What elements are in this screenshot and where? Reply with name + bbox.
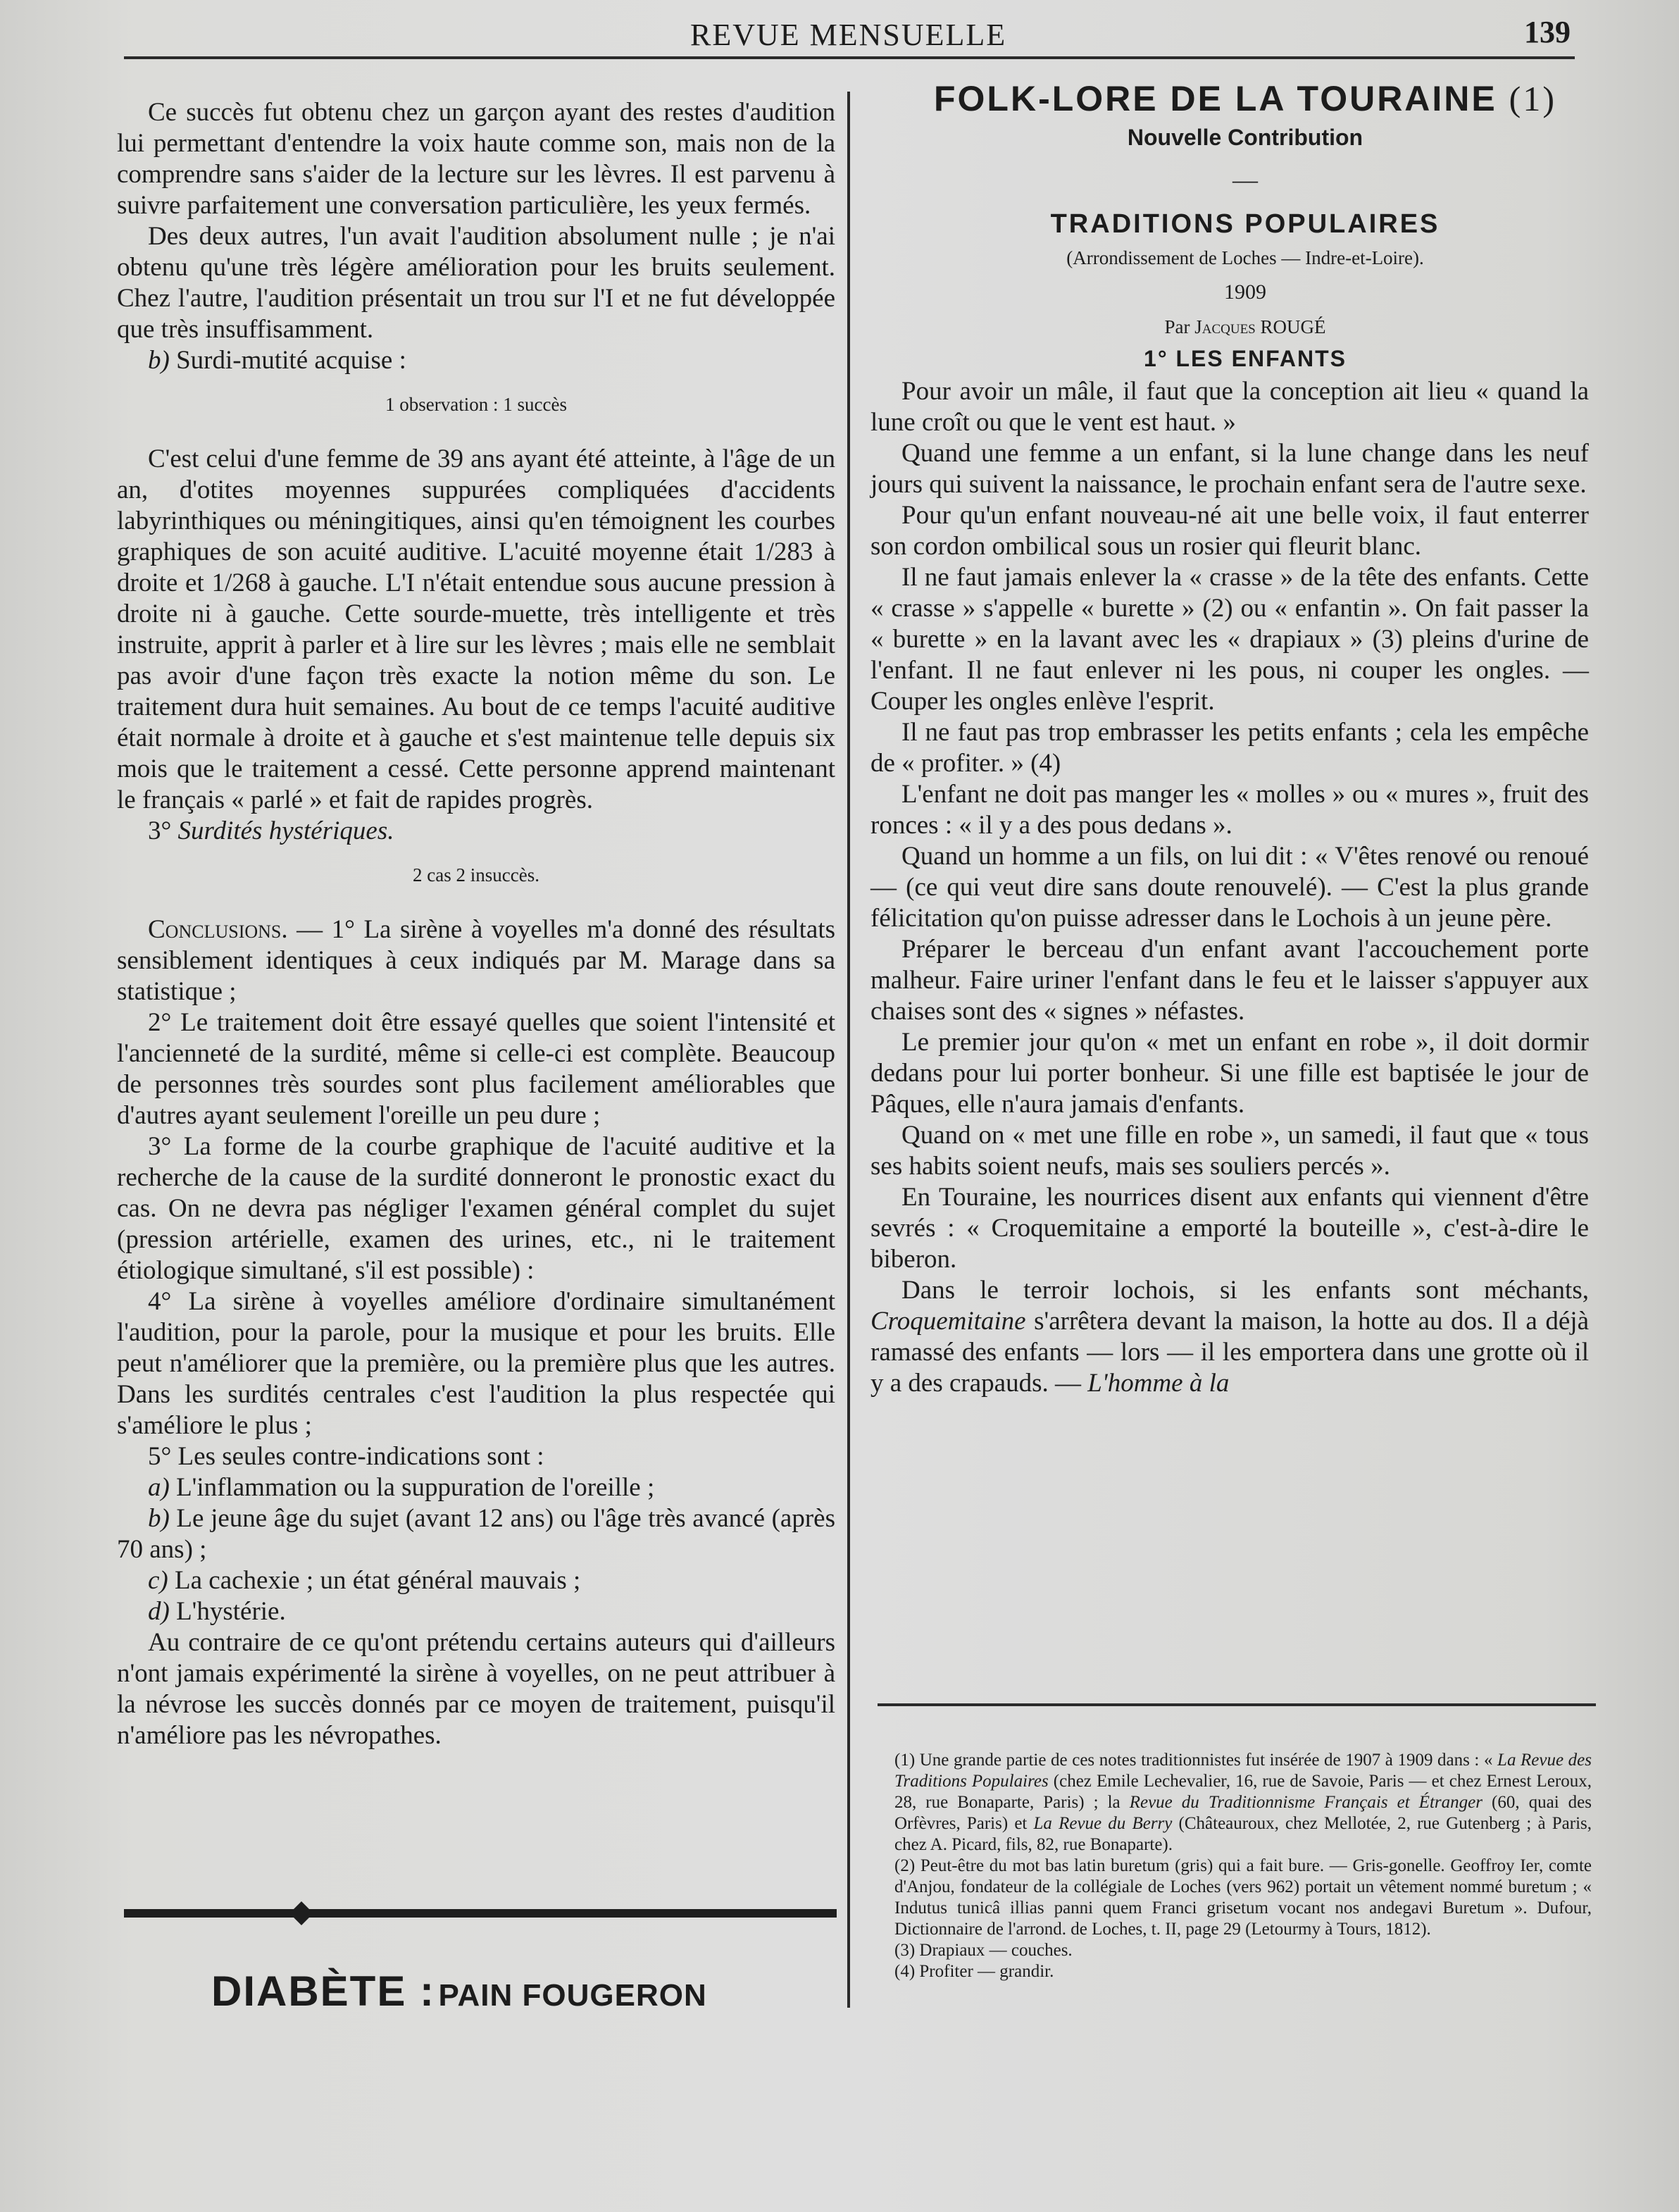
- byline-prefix: Par: [1164, 316, 1190, 337]
- text-run: (chez Emile Lechevalier, 16, rue de Savoie, Paris — et chez Ernest Leroux, 28, rue Bonaparte, Paris) ; la: [894, 1772, 1592, 1812]
- paragraph: Ce succès fut obtenu chez un garçon ayant des restes d'audition lui permettant d'entendre la voix haute comme son, mais non de la comprendre sans s'aider de la lecture sur les lèvres. Il est parvenu à suivre parfaitement une conversation particulière, les yeux fermés.: [117, 98, 835, 220]
- paragraph: Préparer le berceau d'un enfant avant l'accouchement porte malheur. Faire uriner l'enfant dans le feu et le laisser s'appuyer aux chaises sont des « signes » néfastes.: [870, 935, 1589, 1026]
- text-run: (1) Une grande partie de ces notes traditionnistes fut insérée de 1907 à 1909 dans : «: [894, 1751, 1498, 1770]
- item-number: 3°: [148, 816, 172, 845]
- page-number: 139: [1524, 15, 1571, 49]
- section-title: TRADITIONS POPULAIRES: [1050, 209, 1440, 239]
- article-subtitle: Nouvelle Contribution: [1127, 125, 1363, 150]
- paragraph: Il ne faut jamais enlever la « crasse » de la tête des enfants. Cette « crasse » s'appelle « burette » (2) ou « enfantin ». On fait passer la « burette » en la lavant avec les « drapiaux » (3) pleins d'urine de l'enfant. Il ne faut enlever ni les pous, ni couper les ongles. — Couper les ongles enlève l'esprit.: [870, 563, 1589, 716]
- paragraph: Des deux autres, l'un avait l'audition absolument nulle ; je n'ai obtenu qu'une très légère amélioration pour les bruits seulement. Chez l'autre, l'audition présentait un trou sur l'I et ne fut développée que très insuffisamment.: [117, 222, 835, 344]
- conclusions-label: Conclusions.: [148, 915, 288, 944]
- footnote-rule: [878, 1703, 1596, 1706]
- paragraph: Quand on « met une fille en robe », un samedi, il faut que « tous ses habits soient neufs, mais ses souliers percés ».: [870, 1121, 1589, 1181]
- item-label: d): [148, 1597, 170, 1626]
- paragraph: En Touraine, les nourrices disent aux enfants qui viennent d'être sevrés : « Croquemitaine a emporté la bouteille », c'est-à-dire le biberon.: [870, 1183, 1589, 1274]
- arrondissement-line: (Arrondissement de Loches — Indre-et-Loire).: [1066, 247, 1424, 268]
- text-run: Dans le terroir lochois, si les enfants sont méchants,: [901, 1276, 1589, 1305]
- text-run-italic: L'homme à la: [1087, 1369, 1230, 1398]
- item-label: a): [148, 1473, 170, 1502]
- separator-dash: —: [1232, 166, 1258, 194]
- paragraph: Le premier jour qu'on « met un enfant en robe », il doit dormir dedans pour lui porter bonheur. Si une fille est baptisée le jour de Pâques, elle n'aura jamais d'enfants.: [870, 1028, 1589, 1119]
- column-rule: [847, 92, 850, 2008]
- paragraph: Au contraire de ce qu'ont prétendu certains auteurs qui d'ailleurs n'ont jamais expérimenté la sirène à voyelles, on ne peut attribuer à la névrose les succès donnés par ce moyen de traitement, puisqu'il n'améliore pas les névropathes.: [117, 1628, 835, 1750]
- paragraph: Pour avoir un mâle, il faut que la conception ait lieu « quand la lune croît ou que le vent est haut. »: [870, 377, 1589, 437]
- paragraph: [117, 1565, 835, 1596]
- running-head: [106, 10, 1571, 52]
- paragraph: Quand une femme a un enfant, si la lune change dans les neuf jours qui suivent la naissance, le prochain enfant sera de l'autre sexe.: [870, 439, 1589, 499]
- byline: [870, 313, 1589, 341]
- ad-headline: DIABÈTE :: [211, 1968, 435, 2015]
- text-run-italic: La Revue du Berry: [1033, 1814, 1173, 1833]
- text-run-italic: Croquemitaine: [870, 1307, 1026, 1336]
- item-label: b): [148, 1504, 170, 1533]
- paragraph: 2° Le traitement doit être essayé quelles que soient l'intensité et l'ancienneté de la surdité, même si celle-ci est complète. Beaucoup de personnes très sourdes sont plus facilement améliorables que d'autres ayant seulement l'oreille un peu dure ;: [117, 1008, 835, 1130]
- footnotes: [894, 1750, 1592, 1982]
- paragraph: [117, 1503, 835, 1565]
- paragraph: [117, 345, 835, 376]
- paragraph: L'enfant ne doit pas manger les « molles » ou « mures », fruit des ronces : « il y a des pous dedans ».: [870, 780, 1589, 840]
- paragraph: 5° Les seules contre-indications sont :: [148, 1442, 544, 1471]
- paragraph: [117, 1596, 835, 1627]
- item-text: Surdités hystériques.: [177, 816, 394, 845]
- bottom-rule: [124, 1909, 837, 1918]
- left-column: [117, 97, 835, 1751]
- paragraph: C'est celui d'une femme de 39 ans ayant été atteinte, à l'âge de un an, d'otites moyennes suppurées compliquées d'accidents labyrinthiques ou méningitiques, ainsi qu'en témoignent les courbes graphiques de son acuité auditive. L'acuité moyenne était 1/283 à droite et 1/268 à gauche. L'I n'était entendue sous aucune pression à droite ni à gauche. Cette sourde-muette, très intelligente et très instruite, apprit à parler et à lire sur les lèvres ; mais elle ne semblait pas avoir d'une façon très exacte la notion même du son. Le traitement dura huit semaines. Au bout de ce temps l'acuité auditive était normale à droite et à gauche et s'est maintenue telle depuis six mois que le traitement a cessé. Cette personne apprend maintenant le français « parlé » et fait de rapides progrès.: [117, 445, 835, 814]
- item-label: c): [148, 1566, 168, 1595]
- paragraph: 3° La forme de la courbe graphique de l'acuité auditive et la recherche de la cause de la surdité donneront le pronostic exact du cas. On ne devra pas négliger l'examen général complet du sujet (pression artérielle, examen des urines, etc., ni le traitement étiologique simultané, s'il est possible) :: [117, 1132, 835, 1285]
- footnote-1: [894, 1750, 1592, 1856]
- item-text: — 1° La sirène à voyelles m'a donné des résultats sensiblement identiques à ceux indiqués par M. Marage dans sa statistique ;: [117, 915, 835, 1006]
- statistic-line: 2 cas 2 insuccès.: [413, 864, 539, 886]
- article-title: [870, 77, 1589, 120]
- statistic-line: 1 observation : 1 succès: [385, 394, 567, 415]
- paragraph: [117, 914, 835, 1007]
- paragraph: [117, 1472, 835, 1503]
- author-name: Jacques ROUGÉ: [1194, 316, 1326, 337]
- text-run: (Châteauroux, chez Mellotée, 2, rue Gutenberg ; à Paris, chez A. Picard, fils, 82, rue Bonaparte).: [894, 1814, 1592, 1854]
- title-footnote-ref: (1): [1509, 79, 1556, 118]
- footnote-3: (3) Drapiaux — couches.: [894, 1941, 1073, 1960]
- paragraph: Quand un homme a un fils, on lui dit : « V'êtes renové ou renoué — (ce qui veut dire sans doute renouvelé). — C'est la plus grande félicitation qu'on puisse adresser dans le Lochois à un jeune père.: [870, 842, 1589, 933]
- right-column: [870, 77, 1589, 1399]
- text-run: (60, quai des Orfèvres, Paris) et: [894, 1793, 1592, 1833]
- paragraph: Pour qu'un enfant nouveau-né ait une belle voix, il faut enterrer son cordon ombilical sous un rosier qui fleurit blanc.: [870, 501, 1589, 561]
- footnote-2: (2) Peut-être du mot bas latin buretum (gris) qui a fait bure. — Gris-gonelle. Geoffroy Ier, comte d'Anjou, fondateur de la collégiale de Loches (vers 962) portait un vêtement nommé buretum ; « Indutus tunicâ illias panni quem Franci grisetum vocant nos andegavi Buretum ». Dufour, Dictionnaire de l'arrond. de Loches, t. II, page 29 (Letourmy à Tours, 1812).: [894, 1856, 1592, 1939]
- item-text: Surdi-mutité acquise :: [169, 346, 406, 375]
- chapter-heading: 1° LES ENFANTS: [1144, 346, 1347, 371]
- item-text: La cachexie ; un état général mauvais ;: [168, 1566, 581, 1595]
- item-text: L'hystérie.: [169, 1597, 286, 1626]
- year: 1909: [1224, 280, 1266, 304]
- footnote-4: (4) Profiter — grandir.: [894, 1962, 1054, 1981]
- header-rule: [124, 56, 1575, 59]
- text-run: s'arrêtera devant la maison, la hotte au dos. Il a déjà ramassé des enfants — lors — il les emportera dans une grotte où il y a des crapauds. —: [870, 1307, 1589, 1398]
- advertisement: [211, 1967, 789, 2015]
- paragraph: [117, 816, 835, 847]
- ad-product: PAIN FOUGERON: [438, 1978, 707, 2013]
- paragraph: [870, 1275, 1589, 1399]
- item-text: L'inflammation ou la suppuration de l'oreille ;: [169, 1473, 655, 1502]
- title-text: FOLK-LORE DE LA TOURAINE: [934, 79, 1497, 118]
- paragraph: 4° La sirène à voyelles améliore d'ordinaire simultanément l'audition, pour la parole, pour la musique et pour les bruits. Elle peut n'améliorer que la première, ou la première plus que les autres. Dans les surdités centrales c'est l'audition la plus respectée qui s'améliore le plus ;: [117, 1287, 835, 1440]
- item-text: Le jeune âge du sujet (avant 12 ans) ou l'âge très avancé (après 70 ans) ;: [117, 1504, 835, 1564]
- paragraph: Il ne faut pas trop embrasser les petits enfants ; cela les empêche de « profiter. » (4): [870, 718, 1589, 778]
- item-label: b): [148, 346, 170, 375]
- running-title: REVUE MENSUELLE: [690, 18, 1007, 52]
- text-run-italic: La Revue des Traditions Populaires: [894, 1751, 1592, 1791]
- text-run-italic: Revue du Traditionnisme Français et Étranger: [1129, 1793, 1483, 1812]
